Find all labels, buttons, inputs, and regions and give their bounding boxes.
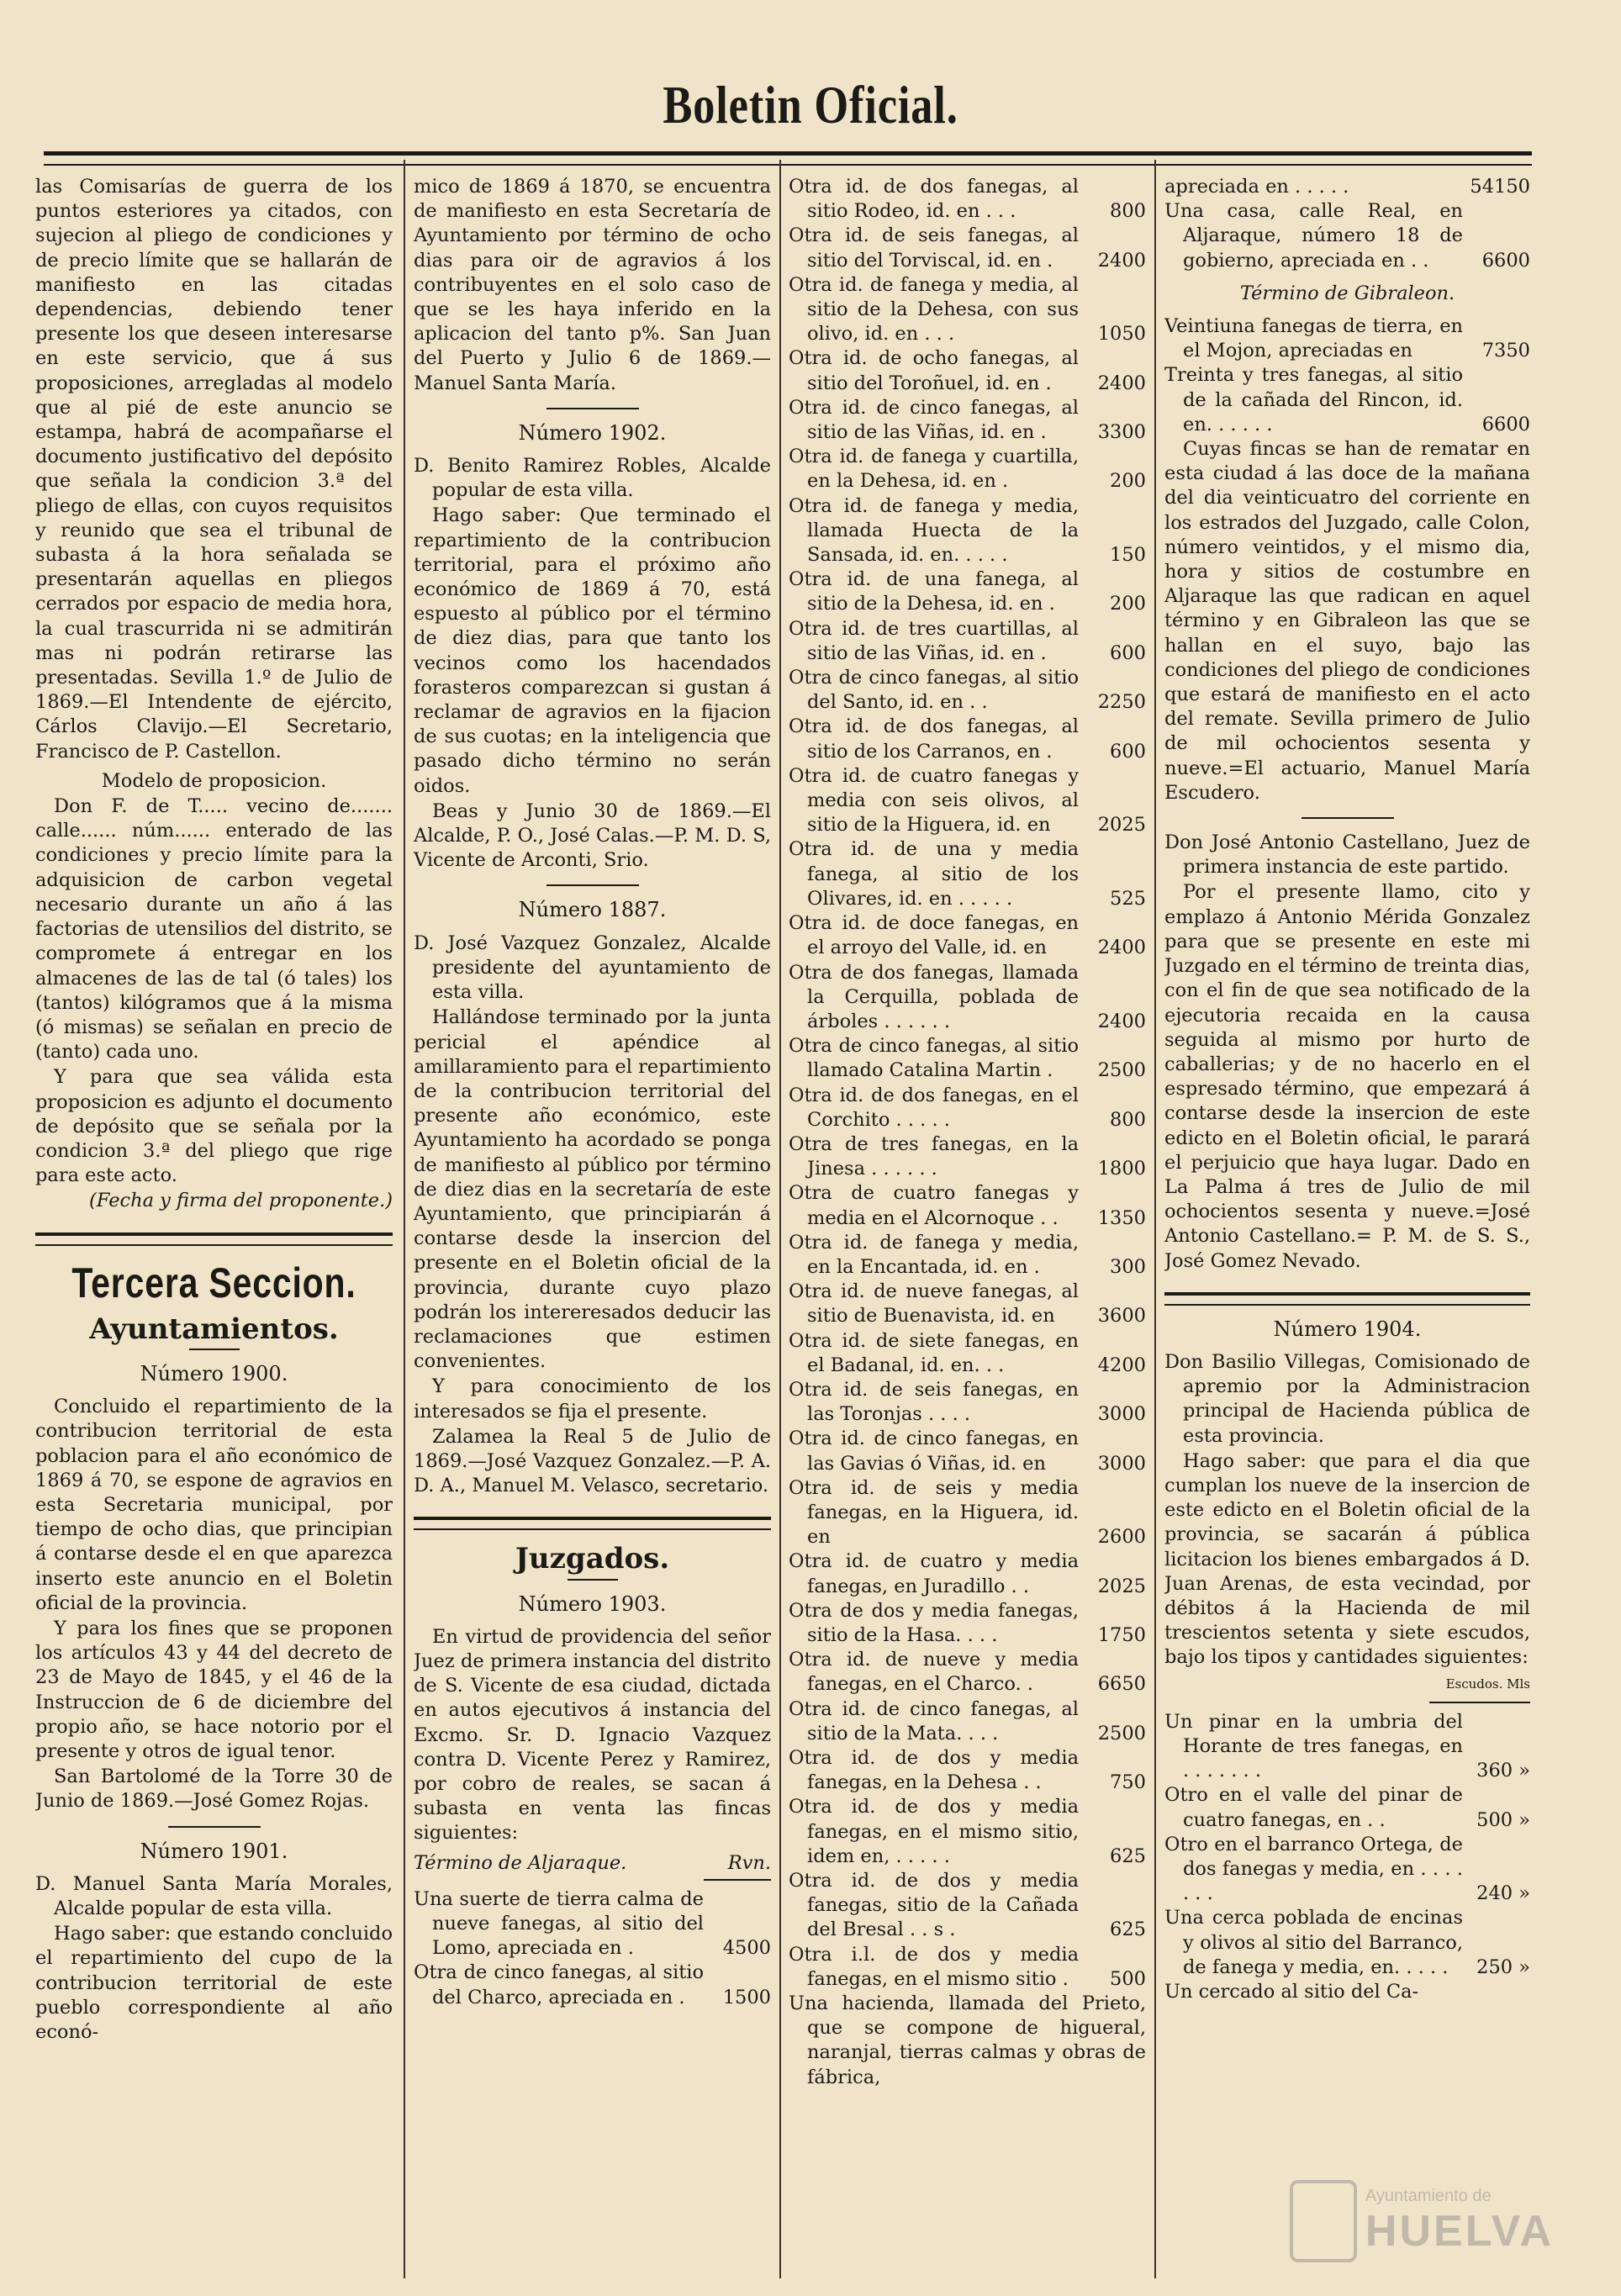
property-entry-value: 500	[1110, 1967, 1146, 1990]
notice-signature: San Bartolomé de la Torre 30 de Junio de 1869.—José Gomez Rojas.	[35, 1766, 393, 1813]
property-entry-text: Otra id. de cuatro fanegas y media con seis olivos, al sitio de la Higuera, id. en	[789, 764, 1079, 837]
property-entry-value: 800	[1110, 200, 1146, 223]
ayuntamientos-title: Ayuntamientos.	[89, 1312, 339, 1346]
property-entry	[789, 1697, 1146, 1746]
property-entry	[789, 1231, 1146, 1280]
property-entry-text: Otra de cinco fanegas, al sitio del Santo, id. en . .	[789, 667, 1079, 714]
property-entry-text: Otra id. de seis y media fanegas, en la Higuera, id. en	[789, 1476, 1079, 1549]
unit-label: Rvn.	[727, 1851, 771, 1874]
property-entry-value: 2500	[1097, 1059, 1146, 1082]
property-entry	[789, 567, 1146, 616]
property-entry-value: 4500	[722, 1937, 771, 1960]
divider	[1429, 1702, 1530, 1703]
property-entry-text: Otra id. de cuatro y media fanegas, en Juradillo . .	[789, 1550, 1079, 1597]
property-entry	[789, 1181, 1146, 1230]
property-entry	[1164, 1906, 1530, 1980]
section-rule	[414, 1517, 771, 1530]
property-entry-value: 6650	[1097, 1673, 1146, 1696]
property-entry	[789, 961, 1146, 1035]
property-entry-text: Una casa, calle Real, en Aljaraque, número 18 de gobierno, apreciada en . .	[1164, 200, 1463, 272]
column-divider	[779, 160, 781, 2278]
property-entry-value: 1350	[1097, 1206, 1146, 1229]
property-entry-value: 4200	[1097, 1354, 1146, 1376]
property-entry-text: Una suerte de tierra calma de nueve fanegas, al sitio del Lomo, apreciada en .	[414, 1887, 704, 1960]
property-entry	[789, 1943, 1146, 1992]
property-entry-value: 2025	[1097, 1575, 1146, 1597]
property-list	[1164, 1710, 1530, 1980]
property-entry	[1164, 314, 1530, 363]
property-entry	[789, 445, 1146, 494]
property-entry	[789, 1329, 1146, 1378]
property-entry-value: 600	[1110, 641, 1146, 664]
section-rule	[1164, 1292, 1530, 1306]
notice-number: Número 1903.	[518, 1591, 667, 1616]
property-entry-value: 800	[1110, 1108, 1146, 1131]
property-entry	[414, 1887, 771, 1961]
divider	[546, 884, 639, 886]
property-entry	[1164, 199, 1530, 273]
property-entry	[789, 1280, 1146, 1328]
notice-continuation: mico de 1869 á 1870, se encuentra de manifiesto en esta Secretaría de Ayuntamiento por término de ocho dias para oir de agravios á los contribuyentes en el solo caso de que se les haya inferido en la aplicacion del tanto p%. San Juan del Puerto y Julio 6 de 1869.—Manuel Santa María.	[414, 176, 771, 394]
property-entry	[1164, 175, 1530, 199]
property-entry-value: 1500	[722, 1986, 771, 2008]
notice-paragraph: En virtud de providencia del señor Juez de primera instancia del distrito de S. Vicente de esa ciudad, dictada en autos ejecutivos á instancia del Excmo. Sr. D. Ignacio Vazquez contra D. Vicente Perez y Ramirez, por cobro de reales, se sacan á subasta en venta las fincas siguientes:	[414, 1625, 771, 1845]
property-entry-text: Otra id. de seis fanegas, en las Toronjas . . . .	[789, 1378, 1079, 1426]
property-entry-text: apreciada en . . . . .	[1164, 176, 1349, 198]
property-entry-text: Otra id. de una y media fanega, al sitio de los Olivares, id. en . . . . .	[789, 838, 1079, 910]
property-entry-text: Otra de cinco fanegas, al sitio del Charco, apreciada en .	[414, 1961, 704, 2008]
property-entry	[789, 175, 1146, 224]
term-label: Término de Aljaraque.	[414, 1851, 627, 1874]
header-rule	[44, 151, 1532, 166]
notice-paragraph: Hallándose terminado por la junta pericial el apéndice al amillaramiento para el repartimiento de la contribucion territorial del presente año económico, este Ayuntamiento ha acordado se ponga de manifiesto al público por término de diez dias en la secretaría de este Ayuntamiento, que principiarán á contarse desde la insercion del presente en el Boletin oficial de la provincia, durante cuyo plazo podrán los intereresados deducir las reclamaciones que estimen convenientes.	[414, 1006, 771, 1373]
notice-issuer: D. Manuel Santa María Morales, Alcalde popular de esta villa.	[35, 1872, 393, 1919]
property-entry	[789, 715, 1146, 763]
column-divider	[404, 160, 405, 2278]
property-entry-value: 1050	[1097, 323, 1146, 346]
property-entry	[1164, 1710, 1530, 1784]
notice-paragraph: Concluido el repartimiento de la contribucion territorial de esta poblacion para el año económico de 1869 á 70, se espone de agravios en esta Secretaria municipal, por tiempo de ocho dias, que principian á contarse desde el en que aparezca inserto este anuncio en el Boletin oficial de la provincia.	[35, 1396, 393, 1614]
property-list	[789, 175, 1146, 1992]
notice-issuer: D. Benito Ramirez Robles, Alcalde popular de esta villa.	[414, 455, 771, 502]
property-entry	[789, 494, 1146, 568]
property-entry-value: 300	[1110, 1255, 1146, 1278]
section-title: Tercera Seccion.	[71, 1259, 356, 1306]
intendencia-notice: las Comisarías de guerra de los puntos esteriores ya citados, con sujecion al pliego de condiciones y de precio límite que se hallarán de manifiesto en las citadas dependencias, debiendo tener presente los que deseen interesarse en este servicio, que á sus proposiciones, arregladas al modelo que al pié de este anuncio se estampa, habrá de acompañarse el documento justificativo del depósito que señala la condicion 3.ª del pliego de ellas, con cuyos requisitos y reunido que sea el tribunal de subasta á la hora señalada se presentarán aquellas en pliegos cerrados por espacio de media hora, la cual trascurrida ni se admitirán mas ni podrán retirarse las presentadas. Sevilla 1.º de Julio de 1869.—El Intendente de ejército, Cárlos Clavijo.—El Secretario, Francisco de P. Castellon.	[35, 176, 393, 763]
property-entry-value: 600	[1110, 740, 1146, 763]
property-entry-value: 625	[1110, 1845, 1146, 1867]
section-rule	[35, 1232, 393, 1246]
property-entry-value: 200	[1110, 593, 1146, 615]
column-divider	[1154, 160, 1156, 2278]
property-entry-text: Otra de cinco fanegas, al sitio llamado Catalina Martin .	[789, 1035, 1079, 1082]
property-entry	[789, 1795, 1146, 1869]
notice-paragraph: Y para conocimiento de los interesados se fija el presente.	[414, 1375, 771, 1422]
property-entry-text: Treinta y tres fanegas, al sitio de la cañada del Rincon, id. en. . . . . .	[1164, 364, 1463, 435]
unit-label: Escudos. Mls	[1445, 1676, 1530, 1692]
notice-number: Número 1887.	[518, 898, 667, 922]
notice-paragraph: Hago saber: Que terminado el repartimiento de la contribucion territorial, para el próximo año económico de 1869 á 70, está espuesto al público por el término de diez dias, para que tanto los vecinos como los hacendados forasteros comparezcan si gustan á reclamar de agravios en la fijacion de sus cuotas; en la inteligencia que pasado dicho término no serán oidos.	[414, 504, 771, 797]
property-entry-text: Otra id. de dos y media fanegas, en el mismo sitio, idem en, . . . . .	[789, 1796, 1079, 1867]
divider	[168, 1826, 261, 1828]
property-entry-text: Otra de cuatro fanegas y media en el Alcornoque . .	[789, 1182, 1079, 1229]
property-entry-value: 360 »	[1476, 1760, 1530, 1782]
term-label: Término de Gibraleon.	[1239, 282, 1455, 304]
property-entry	[1164, 1833, 1530, 1907]
property-entry-text: Otra id. de cinco fanegas, en las Gavias ó Viñas, id. en	[789, 1428, 1079, 1475]
property-entry	[789, 1746, 1146, 1795]
property-entry-text: Otra id. de cinco fanegas, al sitio de la Mata. . . .	[789, 1697, 1079, 1744]
model-text: Don F. de T..... vecino de....... calle...... núm...... enterado de las condiciones y precio límite para la adquisicion de carbon vegetal necesario durante un año á las factorias de utensilios del distrito, se compromete á entregar en los almacenes de las de tal (ó tales) los (tantos) kilógramos que á la misma (ó mismas) se señalan en precio de (tanto) cada uno.	[35, 795, 393, 1064]
notice-issuer: D. José Vazquez Gonzalez, Alcalde presidente del ayuntamiento de esta villa.	[414, 932, 771, 1004]
notice-signature: Zalamea la Real 5 de Julio de 1869.—José Vazquez Gonzalez.—P. A. D. A., Manuel M. Velasco, secretario.	[414, 1425, 771, 1497]
property-entry-value: 525	[1110, 887, 1146, 910]
notice-number: Número 1901.	[140, 1839, 288, 1863]
notice-paragraph: Hago saber: que estando concluido el repartimiento del cupo de la contribucion territorial de este pueblo correspondiente al año econó-	[35, 1923, 393, 2044]
property-entry-value: 6600	[1481, 413, 1530, 435]
property-list	[1164, 175, 1530, 273]
municipal-logo-icon	[1290, 2180, 1357, 2262]
property-entry	[789, 1869, 1146, 1943]
property-entry-text: Otro en el valle del pinar de cuatro fanegas, en . .	[1164, 1784, 1463, 1831]
property-entry-text: Otra id. de fanega y media, al sitio de la Dehesa, con sus olivo, id. en . . .	[789, 273, 1079, 346]
property-entry-text: Otra id. de fanega y media, en la Encantada, id. en .	[789, 1231, 1079, 1278]
property-entry-value: 3000	[1097, 1403, 1146, 1426]
property-entry-value: 2600	[1097, 1526, 1146, 1549]
divider	[568, 1579, 618, 1581]
property-entry-value: 150	[1110, 544, 1146, 567]
property-list	[1164, 314, 1530, 437]
huelva-watermark	[1290, 2180, 1554, 2262]
property-list	[414, 1887, 771, 2010]
watermark-small: Ayuntamiento de	[1365, 2186, 1492, 2205]
property-entry	[789, 1034, 1146, 1083]
property-entry	[1164, 1783, 1530, 1832]
property-entry-value: 6600	[1481, 249, 1530, 272]
property-entry-text: Otra id. de dos y media fanegas, sitio de la Cañada del Bresal . . s .	[789, 1870, 1079, 1941]
property-entry	[789, 666, 1146, 715]
model-signature: (Fecha y firma del proponente.)	[89, 1190, 393, 1212]
property-entry	[789, 1599, 1146, 1648]
property-entry	[789, 617, 1146, 666]
property-entry	[789, 1378, 1146, 1427]
property-entry-value: 1800	[1097, 1158, 1146, 1180]
property-entry-text: Otra de tres fanegas, en la Jinesa . . . . . .	[789, 1132, 1079, 1180]
property-entry	[789, 273, 1146, 347]
property-entry-value: 750	[1110, 1771, 1146, 1794]
property-entry	[789, 911, 1146, 960]
property-entry-text: Otra id. de fanega y cuartilla, en la Dehesa, id. en .	[789, 446, 1079, 493]
property-entry-text: Otro en el barranco Ortega, de dos fanegas y media, en . . . . . . .	[1164, 1833, 1463, 1905]
property-entry-value: 2250	[1097, 691, 1146, 714]
model-title: Modelo de proposicion.	[101, 769, 327, 792]
column-2	[414, 175, 771, 2268]
property-entry-text: Otra de dos fanegas, llamada la Cerquilla, poblada de árboles . . . . . .	[789, 961, 1079, 1032]
property-entry-text: Otra id. de dos y media fanegas, en la Dehesa . .	[789, 1747, 1079, 1794]
property-entry-text: Otra id. de nueve y media fanegas, en el Charco. .	[789, 1649, 1079, 1696]
property-entry-value: 2400	[1097, 249, 1146, 272]
notice-paragraph: Por el presente llamo, cito y emplazo á Antonio Mérida Gonzalez para que se presente en este mi Juzgado en el término de treinta dias, con el fin de que sea notificado de la ejecutoria recaida en la causa seguida al mismo por hurto de caballerias; y de no hacerlo en el espresado término, que empezará á contarse desde la insercion de este edicto en el Boletin oficial, le parará el perjuicio que haya lugar. Dado en La Palma á tres de Julio de mil ochocientos sesenta y nueve.=José Antonio Castellano.= P. M. de S. S., José Gomez Nevado.	[1164, 881, 1530, 1272]
watermark-text	[1365, 2187, 1554, 2256]
notice-number: Número 1904.	[1273, 1317, 1422, 1341]
property-entry-text: Otra id. de doce fanegas, en el arroyo del Valle, id. en	[789, 912, 1079, 959]
property-entry-text: Veintiuna fanegas de tierra, en el Mojon, apreciadas en	[1164, 315, 1463, 362]
property-entry	[789, 346, 1146, 395]
property-entry-value: 3600	[1097, 1305, 1146, 1327]
property-entry	[789, 224, 1146, 272]
notice-issuer: Don José Antonio Castellano, Juez de primera instancia de este partido.	[1164, 831, 1530, 879]
property-entry-text: Una cerca poblada de encinas y olivos al sitio del Barranco, de fanega y media, en. . . . .	[1164, 1907, 1463, 1978]
divider	[704, 1879, 771, 1881]
property-entry-text: Un pinar en la umbria del Horante de tres fanegas, en . . . . . . .	[1164, 1710, 1463, 1782]
property-entry-value: 200	[1110, 470, 1146, 493]
property-entry-value: 2500	[1097, 1722, 1146, 1744]
property-entry-text: Otra id. de dos fanegas, en el Corchito . . . . .	[789, 1084, 1079, 1131]
property-entry-value: 500 »	[1476, 1808, 1530, 1831]
notice-number: Número 1900.	[140, 1361, 288, 1386]
notice-paragraph: Hago saber: que para el dia que cumplan los nueve de la insercion de este edicto en el Boletin oficial de la provincia, se sacarán á pública licitacion los bienes embargados á D. Juan Arenas, de esta vecindad, por débitos á la Hacienda de mil trescientos setenta y siete escudos, bajo los tipos y cantidades siguientes:	[1164, 1449, 1530, 1669]
column-1	[35, 175, 393, 2268]
property-entry	[1164, 363, 1530, 437]
property-entry-value: 2025	[1097, 814, 1146, 837]
property-entry-value: 250 »	[1476, 1956, 1530, 1978]
notice-paragraph: Cuyas fincas se han de rematar en esta ciudad á las doce de la mañana del dia veinticuatro del corriente en los estrados del Juzgado, calle Colon, número veintidos, y el mismo dia, hora y sitios de costumbre en Aljaraque las que radican en aquel término y en Gibraleon las que se hallan en el suyo, bajo las condiciones del pliego de condiciones que estará de manifiesto en el acto del remate. Sevilla primero de Julio de mil ochocientos sesenta y nueve.=El actuario, Manuel María Escudero.	[1164, 438, 1530, 804]
property-entry	[414, 1961, 771, 2009]
property-entry-value: 7350	[1481, 340, 1530, 362]
property-entry-value: 54150	[1470, 176, 1530, 198]
property-entry-text: Otra id. de dos fanegas, al sitio de los Carranos, en .	[789, 715, 1079, 763]
property-entry	[789, 1476, 1146, 1550]
property-entry-text: Otra id. de fanega y media, llamada Huecta de la Sansada, id. en. . . . .	[789, 494, 1079, 567]
property-entry-text: Otra id. de una fanega, al sitio de la Dehesa, id. en .	[789, 568, 1079, 615]
property-entry	[789, 837, 1146, 911]
property-entry-text: Un cercado al sitio del Ca-	[1164, 1981, 1419, 2003]
divider	[546, 408, 639, 409]
property-entry-value: 2400	[1097, 937, 1146, 959]
juzgados-title: Juzgados.	[515, 1542, 670, 1576]
watermark-big: HUELVA	[1365, 2206, 1554, 2256]
divider	[189, 1349, 240, 1350]
property-entry-text: Otra i.l. de dos y media fanegas, en el mismo sitio .	[789, 1943, 1079, 1990]
property-entry-value: 3000	[1097, 1452, 1146, 1475]
property-entry	[789, 1132, 1146, 1181]
property-entry-value: 625	[1110, 1919, 1146, 1941]
property-entry-text: Otra id. de dos fanegas, al sitio Rodeo, id. en . . .	[789, 176, 1079, 223]
property-entry-text: Otra id. de nueve fanegas, al sitio de Buenavista, id. en	[789, 1280, 1079, 1327]
property-entry-text: Una hacienda, llamada del Prieto, que se compone de higueral, naranjal, tierras calmas y obras de fábrica,	[789, 1993, 1146, 2088]
notice-signature: Beas y Junio 30 de 1869.—El Alcalde, P. O., José Calas.—P. M. D. S, Vicente de Arconti, Srio.	[414, 800, 771, 872]
property-entry-text: Otra id. de siete fanegas, en el Badanal, id. en. . .	[789, 1329, 1079, 1376]
property-entry-text: Otra id. de cinco fanegas, al sitio de las Viñas, id. en .	[789, 396, 1079, 444]
property-entry-value: 240 »	[1476, 1882, 1530, 1905]
property-entry	[789, 764, 1146, 838]
property-entry	[789, 1084, 1146, 1132]
notice-issuer: Don Basilio Villegas, Comisionado de apremio por la Administracion principal de Hacienda pública de esta provincia.	[1164, 1350, 1530, 1447]
column-4	[1164, 175, 1530, 2268]
property-entry	[789, 1427, 1146, 1475]
term-header	[414, 1851, 771, 1876]
page-title: Boletin Oficial.	[663, 75, 958, 135]
property-entry-value: 3300	[1097, 421, 1146, 444]
property-entry-text: Otra id. de tres cuartillas, al sitio de las Viñas, id. en .	[789, 617, 1079, 664]
property-entry-text: Otra id. de seis fanegas, al sitio del Torviscal, id. en .	[789, 224, 1079, 272]
property-entry	[789, 1648, 1146, 1697]
model-text-2: Y para que sea válida esta proposicion es adjunto el documento de depósito que se señala por la condicion 3.ª del pliego que rige para este acto.	[35, 1066, 393, 1187]
property-entry-text: Otra id. de ocho fanegas, al sitio del Toroñuel, id. en .	[789, 347, 1079, 394]
property-entry	[789, 1549, 1146, 1598]
column-3	[789, 175, 1146, 2268]
divider	[1302, 817, 1394, 819]
notice-number: Número 1902.	[518, 420, 667, 445]
property-entry-text: Otra de dos y media fanegas, sitio de la Hasa. . . .	[789, 1599, 1079, 1646]
property-entry	[789, 396, 1146, 445]
property-entry-value: 1750	[1097, 1623, 1146, 1646]
property-entry-value: 2400	[1097, 1010, 1146, 1032]
property-entry-value: 2400	[1097, 372, 1146, 394]
notice-paragraph: Y para los fines que se proponen los artículos 43 y 44 del decreto de 23 de Mayo de 1845, y el 46 de la Instruccion de 6 de diciembre del propio año, se hace notorio por el presente y otros de igual tenor.	[35, 1617, 393, 1762]
